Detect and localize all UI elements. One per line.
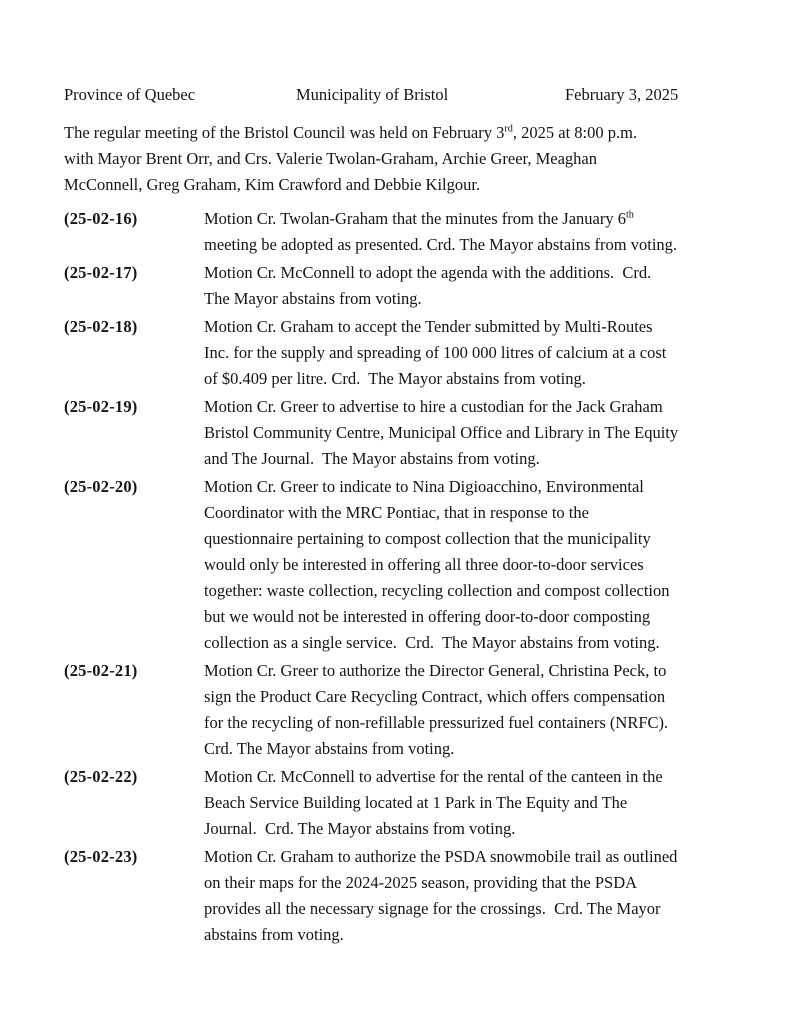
text-line: provides all the necessary signage for the crossings. Crd. The Mayor xyxy=(204,899,661,918)
text-line: Motion Cr. McConnell to adopt the agenda with the additions. Crd. xyxy=(204,263,652,282)
text-line: McConnell, Greg Graham, Kim Crawford and Debbie Kilgour. xyxy=(64,175,481,194)
motion-text xyxy=(204,764,734,842)
motion-text xyxy=(204,658,734,762)
text-line: but we would not be interested in offering door-to-door composting xyxy=(204,607,651,626)
motion-text xyxy=(204,260,734,312)
motion-entry xyxy=(64,844,734,948)
intro-paragraph xyxy=(64,120,734,198)
motion-text xyxy=(204,844,734,948)
text-line: for the recycling of non-refillable pressurized fuel containers (NRFC). xyxy=(204,713,669,732)
header-province: Province of Quebec xyxy=(64,85,196,104)
text-line: Motion Cr. Greer to authorize the Director General, Christina Peck, to xyxy=(204,661,667,680)
motion-number: (25-02-19) xyxy=(64,397,138,416)
motion-entry xyxy=(64,394,734,472)
text-line: Coordinator with the MRC Pontiac, that in response to the xyxy=(204,503,589,522)
superscript: th xyxy=(625,209,634,221)
header-municipality: Municipality of Bristol xyxy=(296,85,449,104)
text-line: on their maps for the 2024-2025 season, providing that the PSDA xyxy=(204,873,638,892)
text-line: collection as a single service. Crd. The Mayor abstains from voting. xyxy=(204,633,660,652)
motion-entry xyxy=(64,314,734,392)
motion-number: (25-02-20) xyxy=(64,477,138,496)
motion-number: (25-02-18) xyxy=(64,317,138,336)
text-line: and The Journal. The Mayor abstains from voting. xyxy=(204,449,540,468)
text-line: Inc. for the supply and spreading of 100 000 litres of calcium at a cost xyxy=(204,343,667,362)
text-line: Bristol Community Centre, Municipal Office and Library in The Equity xyxy=(204,423,679,442)
text-line: questionnaire pertaining to compost collection that the municipality xyxy=(204,529,651,548)
motion-number: (25-02-22) xyxy=(64,767,138,786)
motion-text xyxy=(204,314,734,392)
text-line: Motion Cr. Twolan-Graham that the minutes from the January 6th xyxy=(204,209,634,228)
text-line: Journal. Crd. The Mayor abstains from voting. xyxy=(204,819,516,838)
text-line: The Mayor abstains from voting. xyxy=(204,289,422,308)
motion-number: (25-02-21) xyxy=(64,661,138,680)
text-line: abstains from voting. xyxy=(204,925,344,944)
text-line: Motion Cr. Graham to authorize the PSDA snowmobile trail as outlined xyxy=(204,847,678,866)
motion-number: (25-02-16) xyxy=(64,209,138,228)
text-line: Motion Cr. Greer to indicate to Nina Digioacchino, Environmental xyxy=(204,477,644,496)
text-line: Motion Cr. McConnell to advertise for the rental of the canteen in the xyxy=(204,767,663,786)
text-line: Crd. The Mayor abstains from voting. xyxy=(204,739,455,758)
text-line: sign the Product Care Recycling Contract, which offers compensation xyxy=(204,687,666,706)
motion-entry xyxy=(64,260,734,312)
superscript: rd xyxy=(504,123,513,135)
motions-list xyxy=(64,206,734,948)
motion-number: (25-02-17) xyxy=(64,263,138,282)
motion-text xyxy=(204,206,734,258)
text-line: with Mayor Brent Orr, and Crs. Valerie Twolan-Graham, Archie Greer, Meaghan xyxy=(64,149,597,168)
text-line: meeting be adopted as presented. Crd. The Mayor abstains from voting. xyxy=(204,235,678,254)
motion-text xyxy=(204,394,734,472)
header-date: February 3, 2025 xyxy=(565,85,679,104)
motion-entry xyxy=(64,474,734,656)
motion-entry xyxy=(64,658,734,762)
text-line: would only be interested in offering all three door-to-door services xyxy=(204,555,644,574)
text-line: of $0.409 per litre. Crd. The Mayor abstains from voting. xyxy=(204,369,586,388)
text-line: Motion Cr. Graham to accept the Tender submitted by Multi-Routes xyxy=(204,317,653,336)
motion-text xyxy=(204,474,734,656)
motion-entry xyxy=(64,206,734,258)
text-line: Motion Cr. Greer to advertise to hire a custodian for the Jack Graham xyxy=(204,397,663,416)
text-line: The regular meeting of the Bristol Council was held on February 3rd, 2025 at 8:00 p.m. xyxy=(64,123,638,142)
text-line: Beach Service Building located at 1 Park in The Equity and The xyxy=(204,793,628,812)
text-line: together: waste collection, recycling collection and compost collection xyxy=(204,581,670,600)
motion-number: (25-02-23) xyxy=(64,847,138,866)
document-header xyxy=(64,82,734,108)
motion-entry xyxy=(64,764,734,842)
